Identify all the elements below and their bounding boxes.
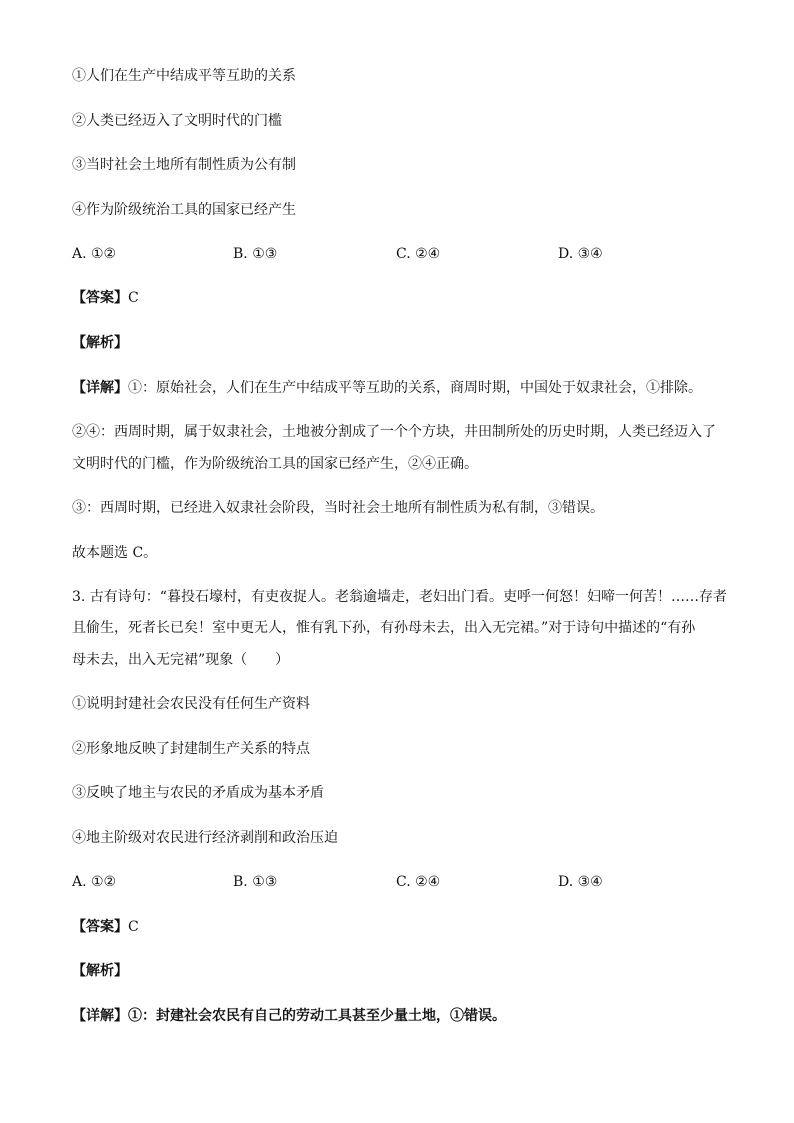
q2-detail-3: ③：西周时期，已经进入奴隶社会阶段，当时社会土地所有制性质为私有制，③错误。 xyxy=(72,500,604,516)
q2-statement-3: ③当时社会土地所有制性质为公有制 xyxy=(72,157,296,173)
q2-option-a: A. ①② xyxy=(72,246,117,262)
q3-statement-4: ④地主阶级对农民进行经济剥削和政治压迫 xyxy=(72,830,338,846)
q2-detail-2a: ②④：西周时期，属于奴隶社会，土地被分割成了一个个方块，井田制所处的历史时期，人类已经迈入了 xyxy=(72,424,716,440)
q3-option-a: A. ①② xyxy=(72,874,117,890)
q2-option-c: C. ②④ xyxy=(396,246,441,262)
q2-detail-1 xyxy=(72,378,702,398)
q2-conclusion: 故本题选 C。 xyxy=(72,545,158,561)
q2-statement-1: ①人们在生产中结成平等互助的关系 xyxy=(72,68,296,84)
q3-statement-3: ③反映了地主与农民的矛盾成为基本矛盾 xyxy=(72,785,324,801)
q2-statement-2: ②人类已经迈入了文明时代的门槛 xyxy=(72,113,282,129)
q3-stem-3: 母未去，出入无完裙”现象（ ） xyxy=(72,652,290,668)
q3-option-b: B. ①③ xyxy=(233,874,278,890)
q3-answer xyxy=(72,917,139,937)
detail-tag: 【详解】 xyxy=(72,1008,128,1024)
answer-tag: 【答案】 xyxy=(72,919,128,935)
answer-value: C xyxy=(128,290,139,306)
detail-text: ①：封建社会农民有自己的劳动工具甚至少量土地，①错误。 xyxy=(128,1008,506,1024)
q2-option-b: B. ①③ xyxy=(233,246,278,262)
detail-text: ①：原始社会，人们在生产中结成平等互助的关系，商周时期，中国处于奴隶社会，①排除。 xyxy=(128,380,702,396)
q3-analysis-tag: 【解析】 xyxy=(72,963,128,979)
q2-answer xyxy=(72,288,139,308)
answer-value: C xyxy=(128,919,139,935)
detail-tag: 【详解】 xyxy=(72,380,128,396)
q2-detail-2b: 文明时代的门槛，作为阶级统治工具的国家已经产生，②④正确。 xyxy=(72,456,478,472)
q3-detail-1 xyxy=(72,1006,506,1026)
q2-statement-4: ④作为阶级统治工具的国家已经产生 xyxy=(72,202,296,218)
answer-tag: 【答案】 xyxy=(72,290,128,306)
q3-option-d: D. ③④ xyxy=(558,874,603,890)
q2-analysis-tag: 【解析】 xyxy=(72,335,128,351)
q2-option-d: D. ③④ xyxy=(558,246,603,262)
q3-stem-1: 3. 古有诗句：“暮投石壕村，有吏夜捉人。老翁逾墙走，老妇出门看。吏呼一何怒！妇啼一何苦！……存者 xyxy=(72,589,727,605)
q3-statement-2: ②形象地反映了封建制生产关系的特点 xyxy=(72,741,310,757)
q3-option-c: C. ②④ xyxy=(396,874,441,890)
q3-statement-1: ①说明封建社会农民没有任何生产资料 xyxy=(72,696,310,712)
q3-stem-2: 且偷生，死者长已矣！室中更无人，惟有乳下孙，有孙母未去，出入无完裙。”对于诗句中描述的“有孙 xyxy=(72,620,696,636)
